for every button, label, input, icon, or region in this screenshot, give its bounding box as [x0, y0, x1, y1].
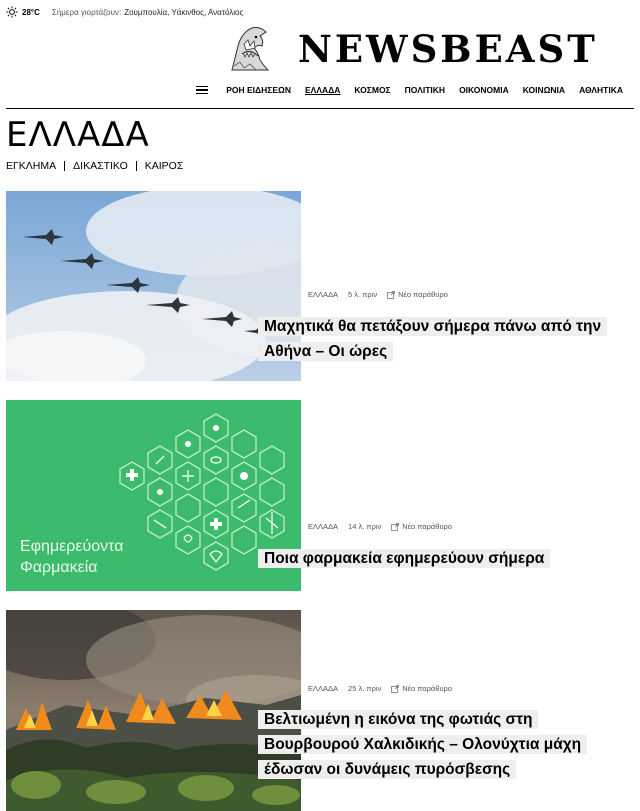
subnav-item-weather[interactable]: ΚΑΙΡΟΣ	[144, 160, 184, 172]
article-headline-text[interactable]: Βελτιωμένη η εικόνα της φωτιάς στη Βουρβουρού Χαλκιδικής – Ολονύχτια μάχη έδωσαν οι δυνάμεις πυρόσβεσης	[258, 710, 587, 779]
nameday-names[interactable]: Ζουμπουλία, Υάκινθος, Ανατόλιος	[124, 7, 244, 17]
article-headline[interactable]	[258, 708, 598, 782]
subnav-item-crime[interactable]: ΕΓΚΛΗΜΑ	[6, 160, 57, 172]
nav-item-sports[interactable]: ΑΘΛΗΤΙΚΑ	[579, 85, 623, 95]
shark-icon	[230, 26, 270, 72]
new-tab-label: Νέο παράθυρο	[402, 522, 452, 531]
nav-item-economy[interactable]: ΟΙΚΟΝΟΜΙΑ	[459, 85, 509, 95]
section-subnav	[6, 160, 183, 172]
article-meta	[308, 290, 448, 299]
article-image-jets[interactable]	[6, 191, 301, 381]
article-headline-text[interactable]: Ποια φαρμακεία εφημερεύουν σήμερα	[258, 549, 550, 568]
sun-icon	[6, 6, 18, 18]
external-link-icon	[387, 291, 395, 299]
open-new-tab[interactable]	[387, 290, 448, 299]
article-card[interactable]	[6, 400, 634, 591]
new-tab-label: Νέο παράθυρο	[398, 290, 448, 299]
site-logo[interactable]	[230, 26, 598, 72]
temperature: 28°C	[22, 7, 40, 17]
article-card[interactable]	[6, 610, 634, 811]
page-title: ΕΛΛΑΔΑ	[6, 115, 150, 155]
article-time: 25 λ. πριν	[348, 684, 382, 693]
article-headline[interactable]	[258, 547, 618, 572]
article-headline[interactable]	[258, 315, 618, 365]
article-category[interactable]: ΕΛΛΑΔΑ	[308, 522, 339, 531]
article-time: 5 λ. πριν	[348, 290, 378, 299]
nav-item-politics[interactable]: ΠΟΛΙΤΙΚΗ	[404, 85, 446, 95]
article-headline-text[interactable]: Μαχητικά θα πετάξουν σήμερα πάνω από την Αθήνα – Οι ώρες	[258, 317, 607, 361]
subnav-item-judicial[interactable]: ΔΙΚΑΣΤΙΚΟ	[73, 160, 128, 172]
nav-item-society[interactable]: ΚΟΙΝΩΝΙΑ	[522, 85, 566, 95]
article-category[interactable]: ΕΛΛΑΔΑ	[308, 290, 339, 299]
article-category[interactable]: ΕΛΛΑΔΑ	[308, 684, 339, 693]
article-card[interactable]	[6, 191, 634, 381]
image-caption: Εφημερεύοντα Φαρμακεία	[20, 538, 124, 576]
article-meta	[308, 684, 452, 693]
open-new-tab[interactable]	[391, 684, 452, 693]
hamburger-menu-icon[interactable]	[196, 86, 208, 95]
nav-item-greece[interactable]: ΕΛΛΑΔΑ	[305, 85, 341, 95]
article-time: 14 λ. πριν	[348, 522, 382, 531]
open-new-tab[interactable]	[391, 522, 452, 531]
external-link-icon	[391, 685, 399, 693]
article-image-pharmacy[interactable]	[6, 400, 301, 591]
nav-item-world[interactable]: ΚΟΣΜΟΣ	[354, 85, 391, 95]
weather-bar	[6, 6, 243, 18]
logo-text: NEWSBEAST	[298, 26, 598, 71]
article-image-fire[interactable]	[6, 610, 301, 811]
article-meta	[308, 522, 452, 531]
header-divider	[6, 108, 634, 109]
main-nav	[196, 85, 630, 95]
nav-item-feed[interactable]: ΡΟΗ ΕΙΔΗΣΕΩΝ	[226, 85, 291, 95]
new-tab-label: Νέο παράθυρο	[402, 684, 452, 693]
external-link-icon	[391, 523, 399, 531]
nameday-label: Σήμερα γιορτάζουν:	[51, 7, 122, 17]
